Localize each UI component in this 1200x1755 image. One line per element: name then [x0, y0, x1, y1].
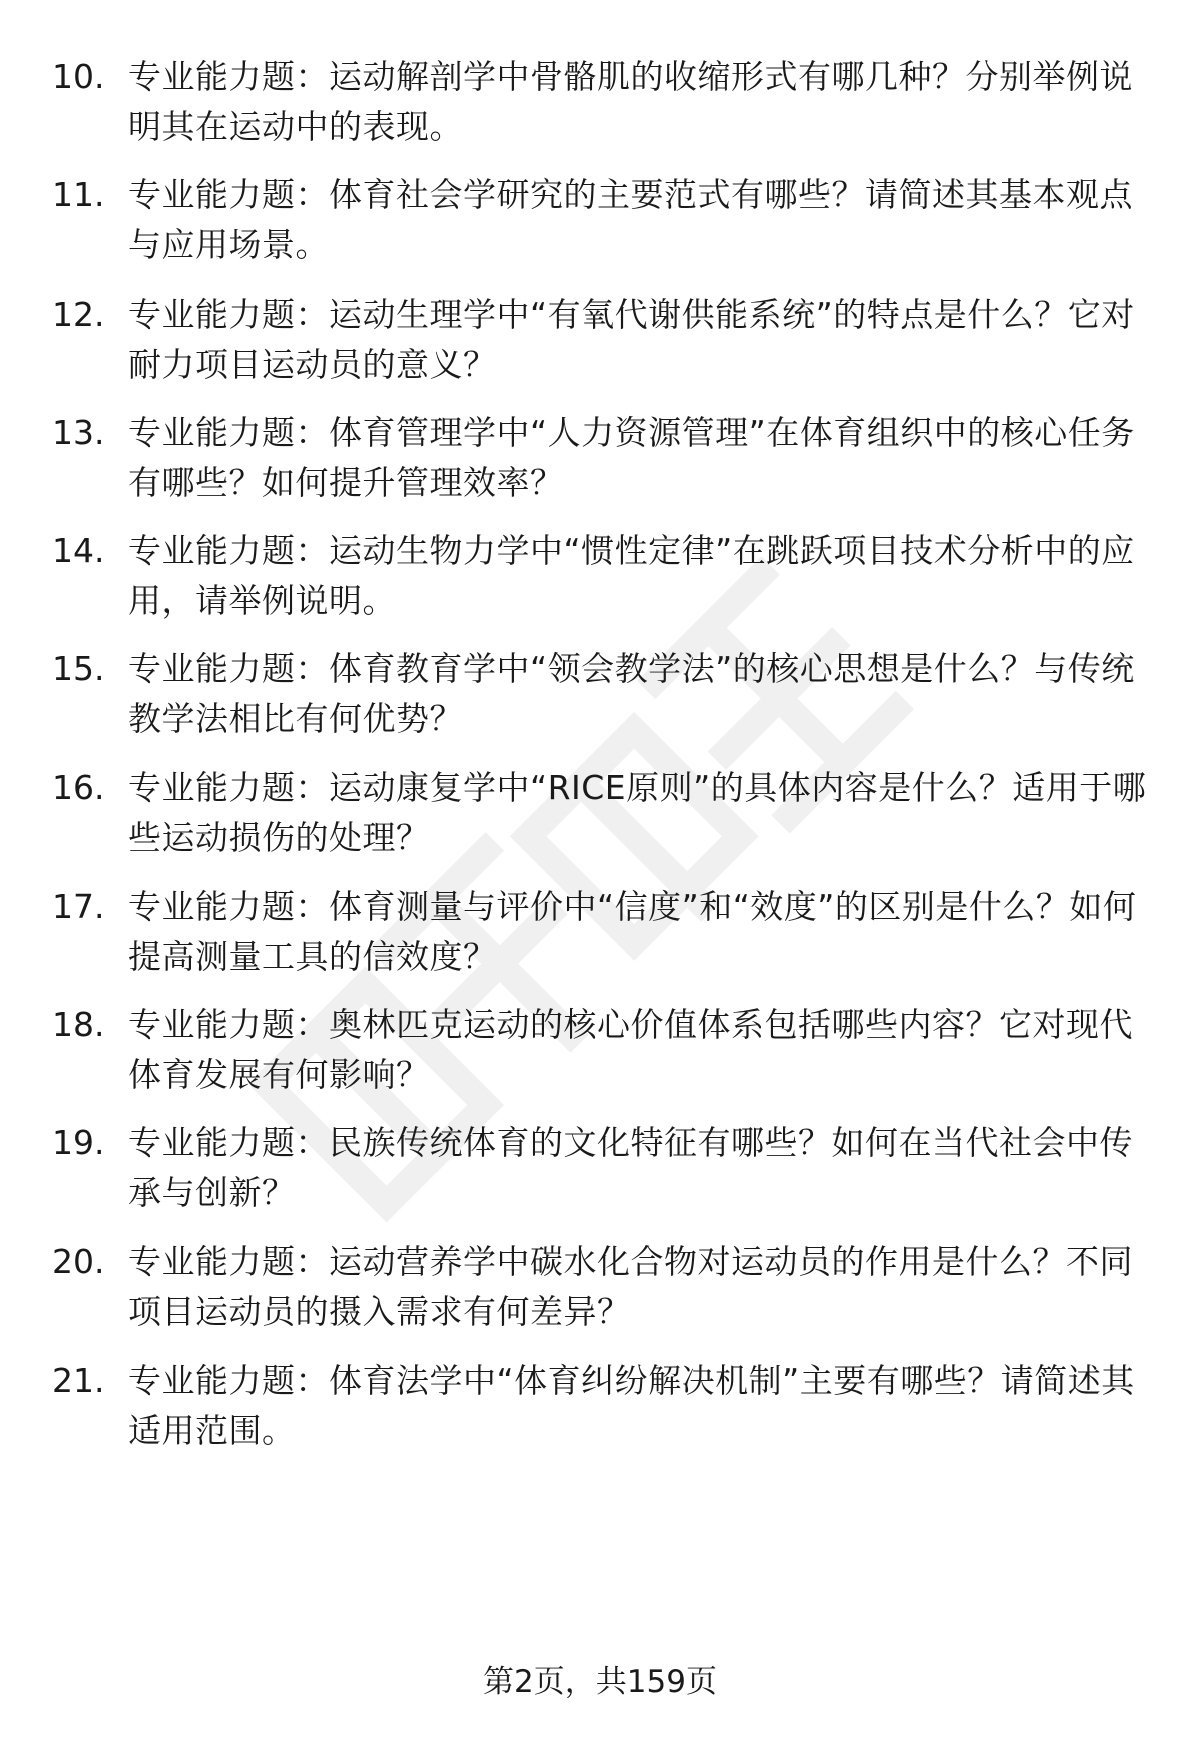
- question-text: 专业能力题：运动生物力学中“惯性定律”在跳跃项目技术分析中的应用，请举例说明。: [128, 531, 1135, 620]
- question-number: 10.: [52, 57, 105, 96]
- page-number-footer: 第2页，共159页: [483, 1664, 717, 1700]
- question-text: 专业能力题：运动解剖学中骨骼肌的收缩形式有哪几种？分别举例说明其在运动中的表现。: [128, 57, 1133, 146]
- question-number: 16.: [52, 768, 105, 807]
- question-number: 19.: [52, 1123, 105, 1162]
- question-number: 18.: [52, 1005, 105, 1044]
- question-text: 专业能力题：体育社会学研究的主要范式有哪些？请简述其基本观点与应用场景。: [128, 175, 1133, 264]
- question-text: 专业能力题：运动营养学中碳水化合物对运动员的作用是什么？不同项目运动员的摄入需求有何差异？: [128, 1242, 1133, 1331]
- question-text: 专业能力题：运动康复学中“RICE原则”的具体内容是什么？适用于哪些运动损伤的处理？: [128, 768, 1147, 857]
- question-number: 14.: [52, 531, 105, 570]
- question-number: 17.: [52, 887, 105, 926]
- question-number: 12.: [52, 295, 105, 334]
- question-number: 15.: [52, 649, 105, 688]
- question-number: 13.: [52, 413, 105, 452]
- question-text: 专业能力题：运动生理学中“有氧代谢供能系统”的特点是什么？它对耐力项目运动员的意义？: [128, 295, 1135, 384]
- question-text: 专业能力题：民族传统体育的文化特征有哪些？如何在当代社会中传承与创新？: [128, 1123, 1133, 1212]
- question-text: 专业能力题：奥林匹克运动的核心价值体系包括哪些内容？它对现代体育发展有何影响？: [128, 1005, 1133, 1094]
- question-text: 专业能力题：体育管理学中“人力资源管理”在体育组织中的核心任务有哪些？如何提升管理效率？: [128, 413, 1135, 502]
- question-text: 专业能力题：体育教育学中“领会教学法”的核心思想是什么？与传统教学法相比有何优势？: [128, 649, 1135, 738]
- question-text: 专业能力题：体育法学中“体育纠纷解决机制”主要有哪些？请简述其适用范围。: [128, 1361, 1135, 1450]
- question-text: 专业能力题：体育测量与评价中“信度”和“效度”的区别是什么？如何提高测量工具的信效度？: [128, 887, 1137, 976]
- question-number: 11.: [52, 175, 105, 214]
- question-number: 21.: [52, 1361, 105, 1400]
- question-number: 20.: [52, 1242, 105, 1281]
